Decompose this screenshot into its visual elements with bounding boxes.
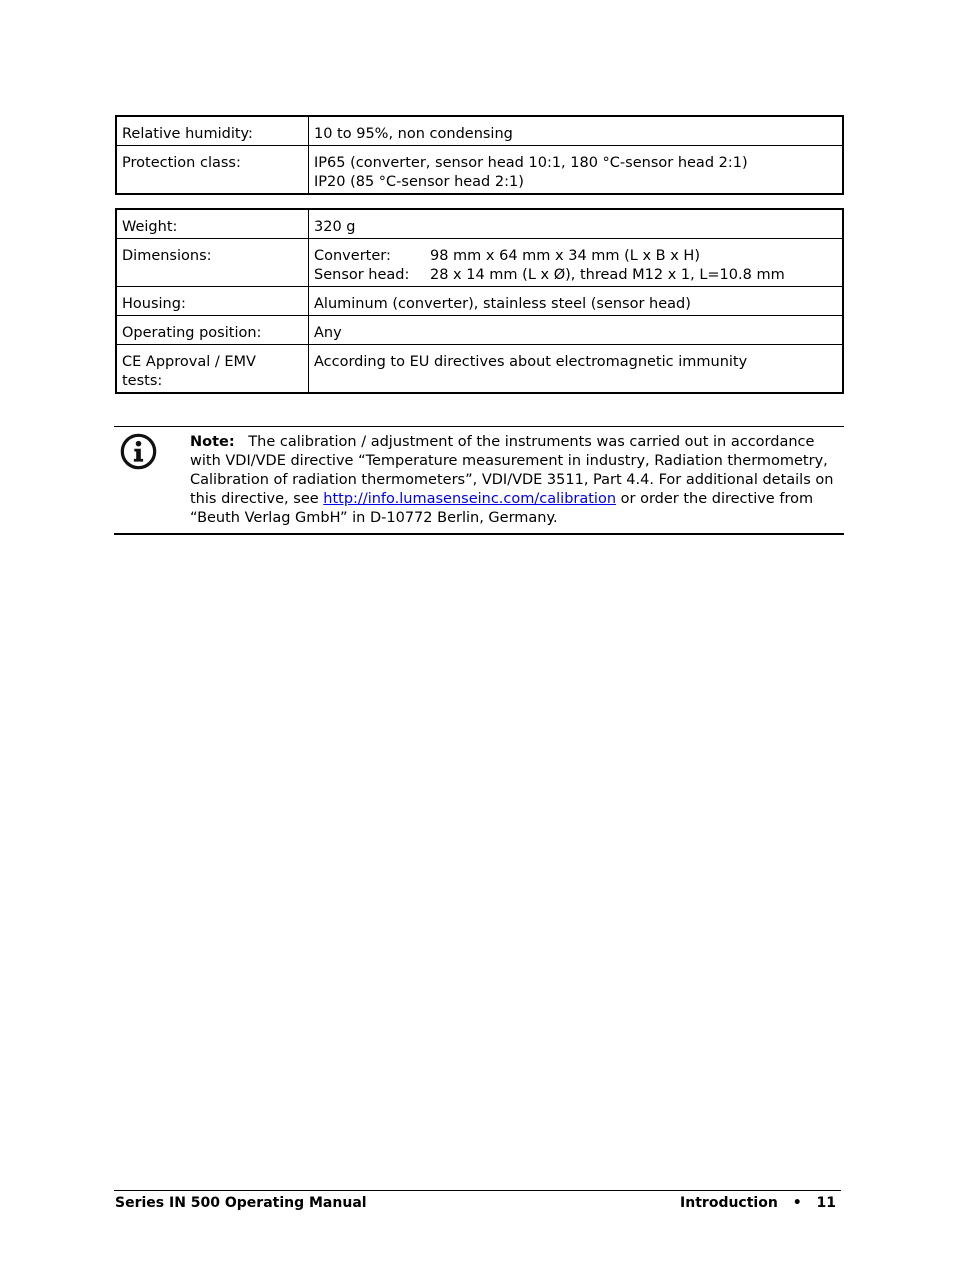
environment-spec-table: [115, 115, 844, 195]
note-text: [190, 433, 835, 528]
note-label: Note:: [190, 434, 235, 450]
manual-title: Series IN 500 Operating Manual: [115, 1195, 367, 1211]
table-row: [116, 287, 843, 316]
spec-label: [116, 345, 309, 394]
spec-value-line: IP20 (85 °C-sensor head 2:1): [314, 174, 524, 190]
note-box: [114, 426, 844, 535]
spec-value-line: 10 to 95%, non condensing: [314, 126, 513, 142]
spec-label-line: tests:: [122, 373, 163, 389]
section-name: Introduction: [680, 1195, 778, 1211]
spec-value: [309, 146, 844, 195]
dimension-value: 28 x 14 mm (L x Ø), thread M12 x 1, L=10.8 mm: [430, 267, 785, 283]
table-row: [116, 345, 843, 394]
spec-value: 320 g: [314, 219, 356, 235]
dimension-row: [314, 247, 837, 266]
spec-value-line: IP65 (converter, sensor head 10:1, 180 °C-sensor head 2:1): [314, 155, 748, 171]
spec-label: Housing:: [116, 287, 309, 316]
page-number: 11: [816, 1195, 836, 1211]
table-row: [116, 239, 843, 287]
spec-label: Protection class:: [116, 146, 309, 195]
spec-value: Aluminum (converter), stainless steel (sensor head): [309, 287, 844, 316]
table-row: [116, 146, 843, 195]
dimension-value: 98 mm x 64 mm x 34 mm (L x B x H): [430, 248, 700, 264]
info-icon: [120, 433, 157, 470]
dimension-name: Sensor head:: [314, 267, 410, 283]
spec-label: Relative humidity:: [116, 116, 309, 146]
spec-label-line: CE Approval / EMV: [122, 354, 256, 370]
dimension-name: Converter:: [314, 248, 391, 264]
bullet-icon: •: [792, 1195, 802, 1211]
table-row: [116, 209, 843, 239]
footer-section: [680, 1195, 836, 1211]
spec-value: [309, 116, 844, 146]
spec-label: Weight:: [116, 209, 309, 239]
page-footer: [114, 1190, 841, 1211]
dimension-row: [314, 266, 837, 285]
note-body: The calibration / adjustment of the instruments was carried out in accordance with VDI/VDE directive “Temperature measurement in industry, Radiation thermometry, Calibration of radiation thermometers”, VDI/VDE 3511, Part 4.4. For additional details on this directive, see: [190, 434, 834, 507]
spec-value: Any: [309, 316, 844, 345]
mechanical-spec-table: [115, 208, 844, 394]
note-body-end: or order the directive from “Beuth Verlag GmbH” in D-10772 Berlin, Germany.: [190, 491, 814, 526]
spec-label: Operating position:: [116, 316, 309, 345]
spec-value: [309, 239, 844, 287]
spec-label: Dimensions:: [116, 239, 309, 287]
spec-value: According to EU directives about electromagnetic immunity: [309, 345, 844, 394]
table-row: [116, 316, 843, 345]
calibration-link[interactable]: http://info.lumasenseinc.com/calibration: [323, 491, 617, 507]
table-row: [116, 116, 843, 146]
